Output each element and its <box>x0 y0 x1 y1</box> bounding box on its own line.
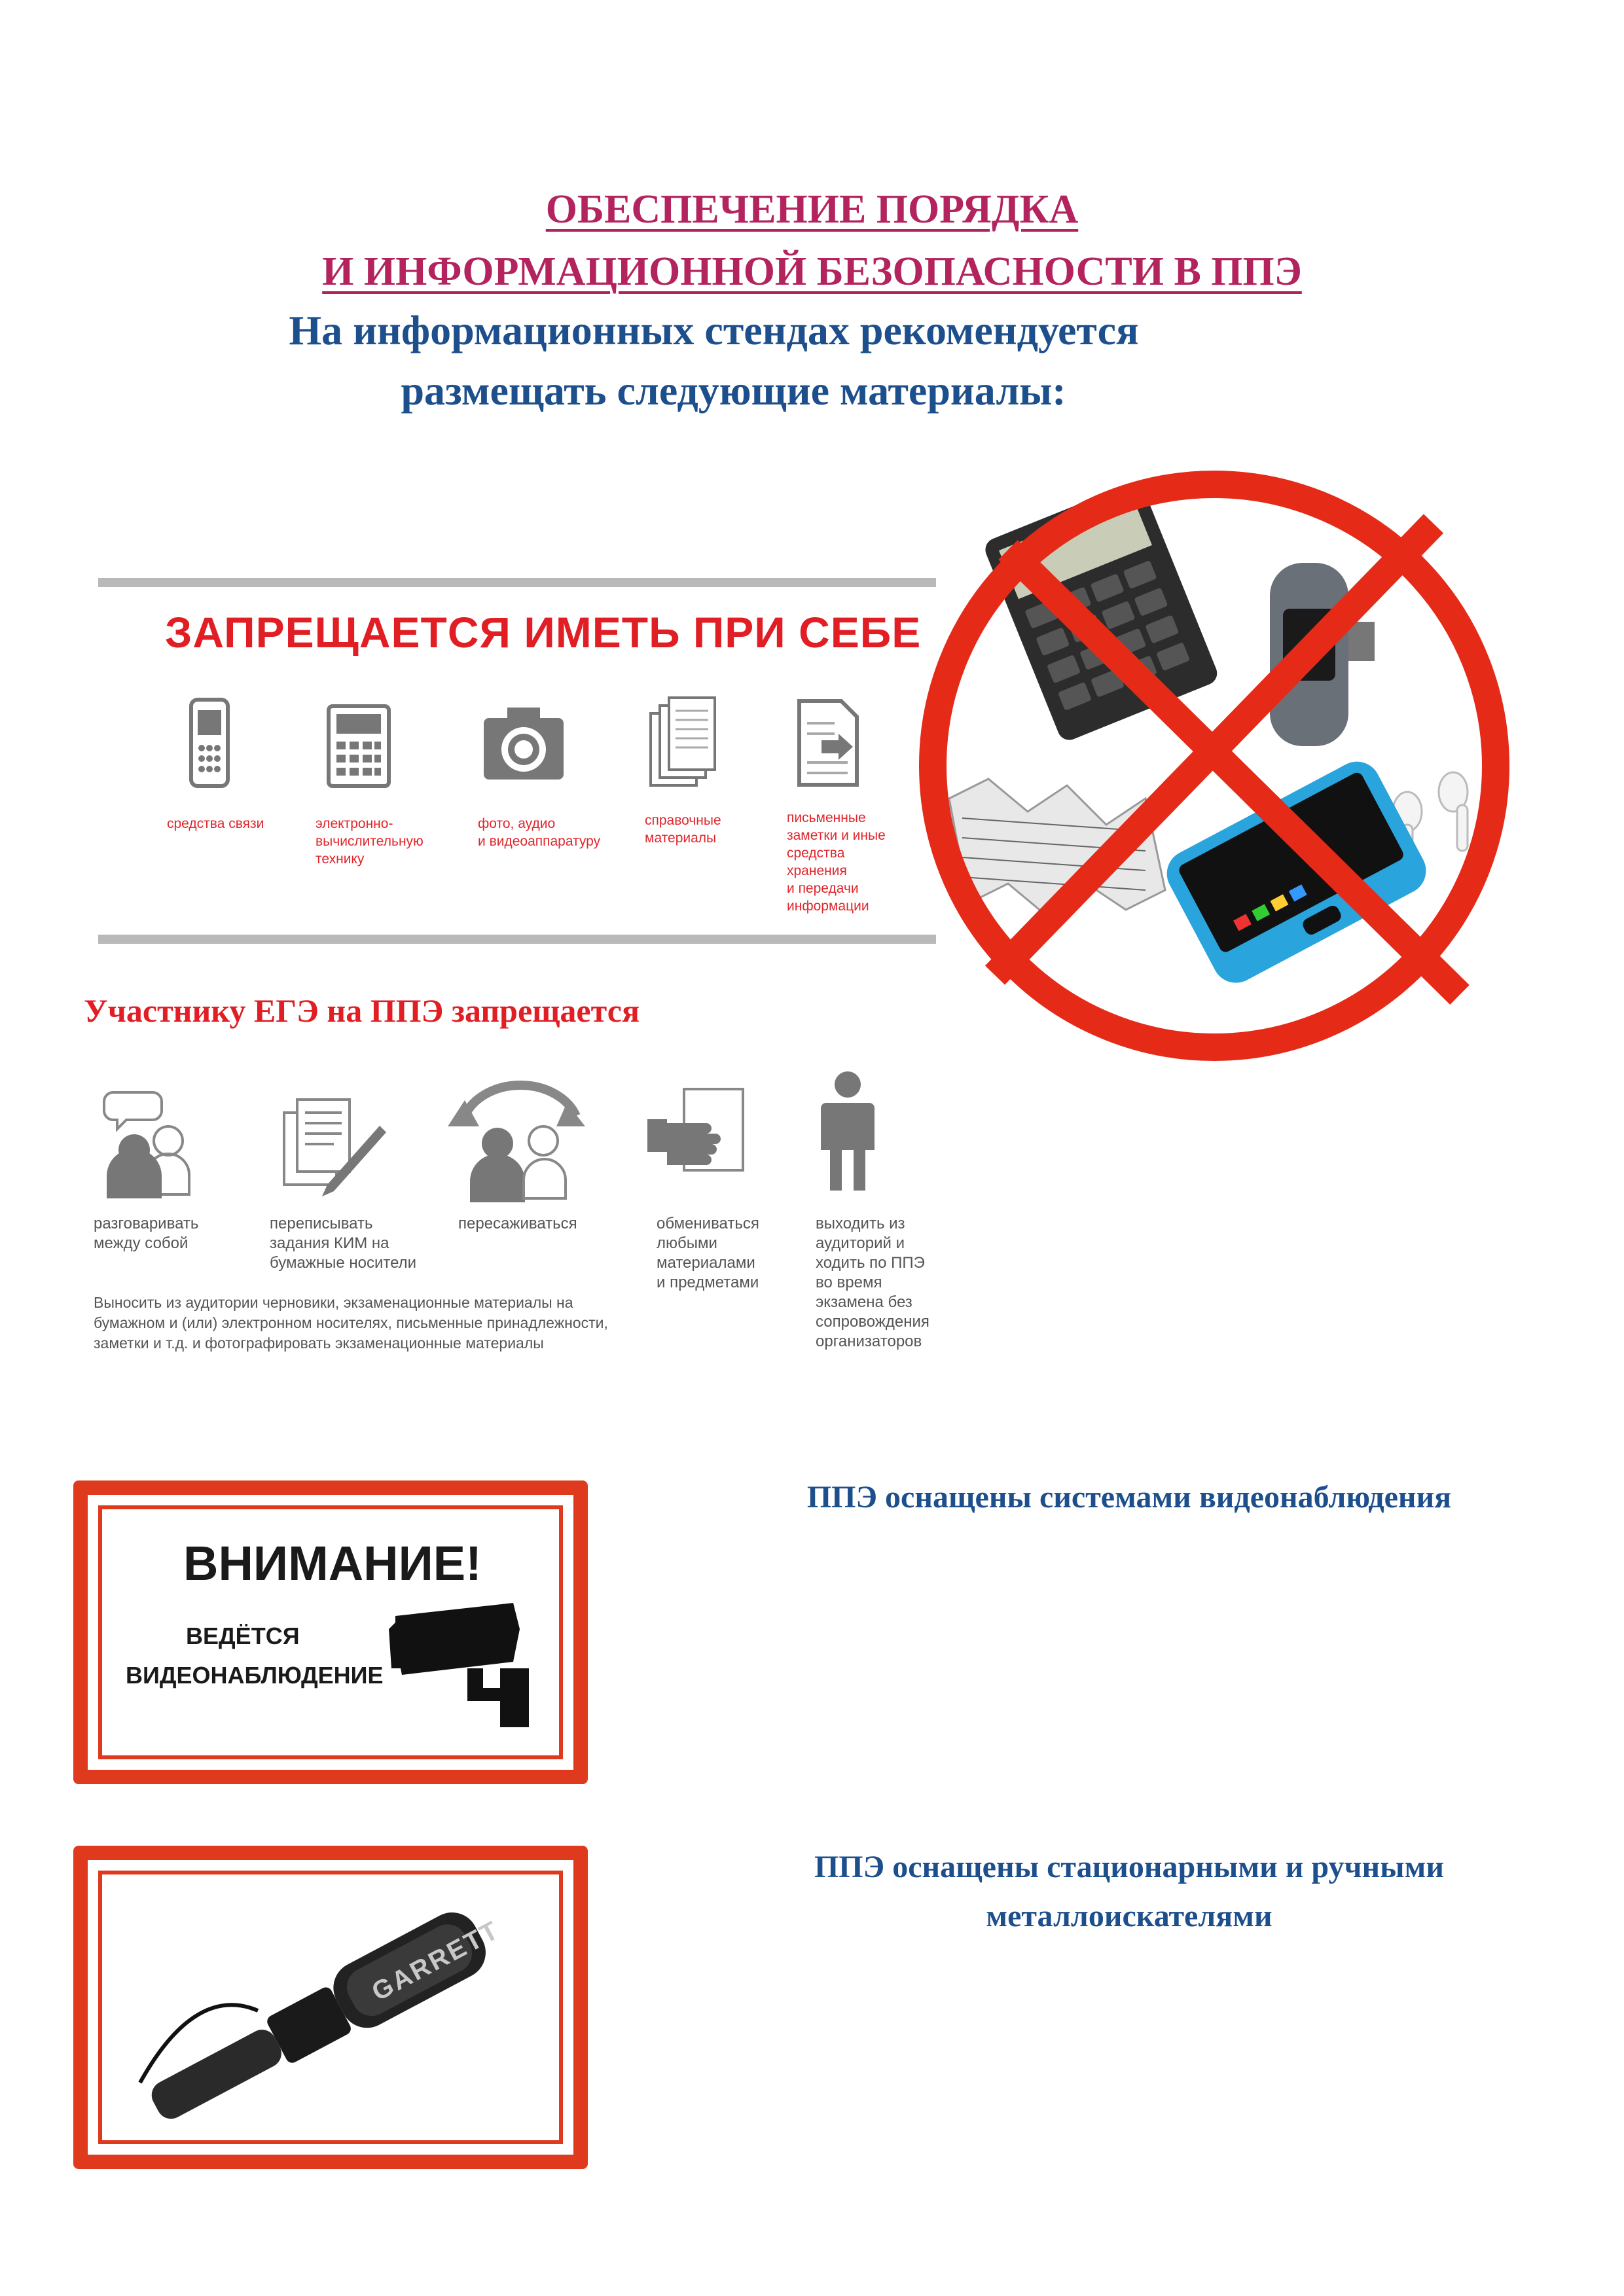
forbidden-label-4: письменные заметки и иные средства хранения и передачи информации <box>787 810 886 914</box>
video-caption: ППЭ оснащены системами видеонаблюдения <box>806 1480 1452 1515</box>
calculator-icon <box>326 704 391 792</box>
papers-icon <box>648 694 720 795</box>
ege-label-3: обмениваться любыми материалами и предметами <box>657 1215 759 1291</box>
forbidden-label-2: фото, аудио и видеоаппаратуру <box>478 816 601 849</box>
title-line-1: ОБЕСПЕЧЕНИЕ ПОРЯДКА <box>545 187 1079 232</box>
hand-paper-icon <box>645 1086 749 1181</box>
ege-note: Выносить из аудитории черновики, экзаменационные материалы на бумажном и (или) электронном носителях, письменные принадлежности, заметки и т.д. и фотографировать экзаменационные материалы <box>94 1294 608 1352</box>
forbidden-label-0: средства связи <box>167 816 264 831</box>
divider-top <box>98 578 936 587</box>
metal-detector-sign <box>73 1846 588 2169</box>
document-arrow-icon <box>795 697 861 792</box>
sign-line-2: ВИДЕОНАБЛЮДЕНИЕ <box>126 1662 384 1689</box>
cctv-camera-icon <box>389 1596 533 1731</box>
ege-label-1: переписывать задания КИМ на бумажные носители <box>270 1215 417 1272</box>
person-icon <box>818 1070 877 1198</box>
prohibited-devices-illustration <box>871 458 1538 1083</box>
video-surveillance-sign <box>73 1480 588 1784</box>
forbidden-label-3: справочные материалы <box>645 813 721 846</box>
divider-bottom <box>98 935 936 944</box>
ege-label-4: выходить из аудиторий и ходить по ППЭ во время экзамена без сопровождения организаторов <box>816 1215 929 1350</box>
pen-paper-icon <box>281 1093 393 1208</box>
ege-label-0: разговаривать между собой <box>94 1215 199 1252</box>
metal-caption-line-1: ППЭ оснащены стационарными и ручными <box>814 1850 1445 1884</box>
ege-label-2: пересаживаться <box>458 1215 577 1232</box>
brand-label: GARRETT <box>367 1915 505 2007</box>
subtitle-line-1: На информационных стендах рекомендуется <box>289 307 1139 353</box>
sign-heading: ВНИМАНИЕ! <box>183 1536 482 1590</box>
title-line-2: И ИНФОРМАЦИОННОЙ БЕЗОПАСНОСТИ В ППЭ <box>322 249 1302 294</box>
metal-caption-line-2: металлоискателями <box>986 1899 1272 1933</box>
ege-title: Участнику ЕГЭ на ППЭ запрещается <box>84 992 640 1029</box>
subtitle-line-2: размещать следующие материалы: <box>401 367 1066 414</box>
forbidden-label-1: электронно- вычислительную технику <box>316 816 424 867</box>
sign-line-1: ВЕДЁТСЯ <box>186 1623 300 1649</box>
forbidden-title: ЗАПРЕЩАЕТСЯ ИМЕТЬ ПРИ СЕБЕ <box>165 608 922 656</box>
camera-icon <box>481 704 566 785</box>
phone-icon <box>189 697 230 792</box>
swap-seats-icon <box>445 1064 596 1208</box>
talking-people-icon <box>95 1090 206 1204</box>
metal-detector-illustration <box>120 1893 526 2132</box>
